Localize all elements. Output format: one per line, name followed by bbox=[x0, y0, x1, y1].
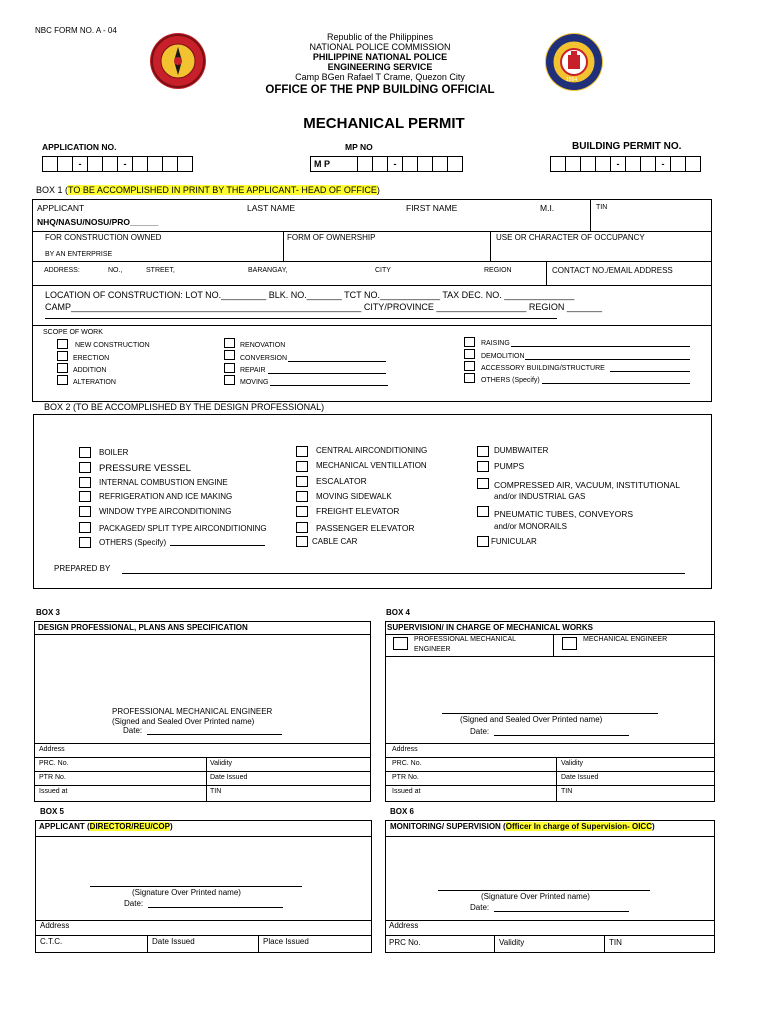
location-line[interactable]: LOCATION OF CONSTRUCTION: LOT NO._________ BLK. NO._______ TCT NO.____________ TAX DEC. NO. ______________ bbox=[45, 290, 575, 300]
city-label: CITY bbox=[375, 267, 391, 274]
last-name-label: LAST NAME bbox=[247, 203, 296, 213]
box4-date-issued-label: Date Issued bbox=[561, 774, 599, 781]
scope-conversion-label: CONVERSION bbox=[240, 355, 288, 362]
box3-header: DESIGN PROFESSIONAL, PLANS ANS SPECIFICATION bbox=[38, 623, 248, 632]
dumbwaiter-label: DUMBWAITER bbox=[494, 446, 549, 455]
page-title: MECHANICAL PERMIT bbox=[303, 115, 465, 132]
box6-validity-label: Validity bbox=[499, 938, 525, 947]
scope-of-work-label: SCOPE OF WORK bbox=[43, 329, 103, 336]
address-label: ADDRESS: bbox=[44, 267, 80, 274]
box4-validity-label: Validity bbox=[561, 760, 584, 767]
box6-date-line[interactable] bbox=[494, 911, 629, 912]
central-aircon-label: CENTRAL AIRCONDITIONING bbox=[316, 446, 428, 455]
scope-new-construction-label: NEW CONSTRUCTION bbox=[75, 342, 150, 349]
box6-tin-label: TIN bbox=[609, 938, 622, 947]
box6-frame bbox=[385, 820, 715, 953]
pnp-seal-logo bbox=[150, 33, 206, 89]
scope-repair-label: REPAIR bbox=[240, 367, 266, 374]
box5-address-label: Address bbox=[40, 921, 70, 930]
scope-repair-checkbox[interactable] bbox=[224, 363, 235, 373]
box3-tin-label: TIN bbox=[210, 788, 222, 795]
application-no-field[interactable]: - - bbox=[42, 156, 192, 172]
box5-label: BOX 5 bbox=[40, 807, 65, 816]
box2-others-checkbox[interactable] bbox=[79, 537, 91, 548]
address-no-label: NO., bbox=[108, 267, 123, 274]
window-aircon-label: WINDOW TYPE AIRCONDITIONING bbox=[99, 507, 232, 516]
region-label: REGION bbox=[484, 267, 512, 274]
prepared-by-line[interactable] bbox=[122, 573, 685, 574]
boiler-label: BOILER bbox=[99, 448, 129, 457]
box5-date-issued-label: Date Issued bbox=[152, 937, 195, 946]
professional-me-label-line1: PROFESSIONAL MECHANICAL bbox=[414, 636, 517, 643]
box3-date-label: Date: bbox=[123, 726, 143, 735]
box2-label: BOX 2 (TO BE ACCOMPLISHED BY THE DESIGN PROFESSIONAL) bbox=[44, 402, 325, 412]
building-permit-no-label: BUILDING PERMIT NO. bbox=[572, 141, 682, 152]
funicular-checkbox[interactable] bbox=[477, 536, 489, 547]
scope-renovation-checkbox[interactable] bbox=[224, 338, 235, 348]
scope-demolition-checkbox[interactable] bbox=[464, 349, 475, 359]
scope-conversion-checkbox[interactable] bbox=[224, 350, 235, 360]
contact-label: CONTACT NO./EMAIL ADDRESS bbox=[552, 266, 673, 275]
box3-validity-label: Validity bbox=[210, 760, 233, 767]
box5-ctc-label: C.T.C. bbox=[40, 937, 63, 946]
box3-label: BOX 3 bbox=[36, 608, 61, 617]
scope-moving-label: MOVING bbox=[240, 379, 269, 386]
moving-sidewalk-checkbox[interactable] bbox=[296, 491, 308, 502]
cable-car-checkbox[interactable] bbox=[296, 536, 308, 547]
freight-elevator-label: FREIGHT ELEVATOR bbox=[316, 506, 400, 516]
scope-others-label: OTHERS (Specify) bbox=[481, 377, 540, 384]
scope-addition-checkbox[interactable] bbox=[57, 363, 68, 373]
packaged-aircon-checkbox[interactable] bbox=[79, 522, 91, 533]
box6-prc-label: PRC No. bbox=[389, 938, 421, 947]
window-aircon-checkbox[interactable] bbox=[79, 506, 91, 517]
passenger-elevator-label: PASSENGER ELEVATOR bbox=[316, 523, 415, 533]
box3-issued-at-label: Issued at bbox=[39, 788, 68, 795]
pneumatic-tubes-checkbox[interactable] bbox=[477, 506, 489, 517]
compressed-air-checkbox[interactable] bbox=[477, 478, 489, 489]
box6-signature-line[interactable] bbox=[438, 890, 650, 891]
form-ownership-label: FORM OF OWNERSHIP bbox=[287, 233, 376, 242]
scope-alteration-checkbox[interactable] bbox=[57, 375, 68, 385]
mechanical-engineer-label: MECHANICAL ENGINEER bbox=[583, 636, 668, 643]
scope-demolition-label: DEMOLITION bbox=[481, 353, 525, 360]
mechanical-ventilation-checkbox[interactable] bbox=[296, 461, 308, 472]
funicular-label: FUNICULAR bbox=[491, 537, 537, 546]
box3-date-issued-label: Date Issued bbox=[210, 774, 248, 781]
pneumatic-tubes-label: PNEUMATIC TUBES, CONVEYORS bbox=[494, 509, 634, 519]
box3-sig-title: PROFESSIONAL MECHANICAL ENGINEER bbox=[112, 707, 273, 716]
scope-alteration-label: ALTERATION bbox=[73, 379, 116, 386]
refrigeration-checkbox[interactable] bbox=[79, 491, 91, 502]
scope-addition-label: ADDITION bbox=[73, 367, 107, 374]
mechanical-engineer-checkbox[interactable] bbox=[562, 637, 577, 650]
mi-label: M.I. bbox=[540, 203, 555, 213]
mp-no-label: MP NO bbox=[345, 142, 373, 152]
commission-line: NATIONAL POLICE COMMISSION bbox=[309, 42, 451, 52]
compressed-air-label: COMPRESSED AIR, VACUUM, INSTITUTIONAL bbox=[494, 480, 680, 490]
escalator-checkbox[interactable] bbox=[296, 476, 308, 487]
box3-address-label: Address bbox=[39, 746, 65, 753]
box3-ptr-label: PTR No. bbox=[39, 774, 66, 781]
scope-accessory-label: ACCESSORY BUILDING/STRUCTURE bbox=[481, 365, 605, 372]
street-label: STREET, bbox=[146, 267, 175, 274]
freight-elevator-checkbox[interactable] bbox=[296, 506, 308, 517]
box5-date-line[interactable] bbox=[148, 907, 283, 908]
combustion-engine-label: INTERNAL COMBUSTION ENGINE bbox=[99, 478, 228, 487]
scope-moving-checkbox[interactable] bbox=[224, 375, 235, 385]
pressure-vessel-checkbox[interactable] bbox=[79, 462, 91, 473]
box3-date-line[interactable] bbox=[147, 734, 282, 735]
moving-sidewalk-label: MOVING SIDEWALK bbox=[316, 492, 392, 501]
box3-prc-label: PRC. No. bbox=[39, 760, 69, 767]
box5-place-issued-label: Place Issued bbox=[263, 937, 309, 946]
seal-year: 1994 bbox=[566, 77, 578, 83]
camp-line: Camp BGen Rafael T Crame, Quezon City bbox=[295, 72, 465, 82]
box4-issued-at-label: Issued at bbox=[392, 788, 421, 795]
camp-line-field[interactable]: CAMP__________________________________________________________ CITY/PROVINCE __________________ REGION _______ bbox=[45, 302, 602, 312]
prepared-by-label: PREPARED BY bbox=[54, 564, 111, 573]
applicant-label: APPLICANT bbox=[37, 203, 85, 213]
office-title: OFFICE OF THE PNP BUILDING OFFICIAL bbox=[265, 84, 495, 96]
mechanical-ventilation-label: MECHANICAL VENTILLATION bbox=[316, 461, 427, 470]
box4-tin-label: TIN bbox=[561, 788, 573, 795]
use-occupancy-label: USE OR CHARACTER OF OCCUPANCY bbox=[496, 233, 645, 242]
scope-raising-checkbox[interactable] bbox=[464, 337, 475, 347]
dumbwaiter-checkbox[interactable] bbox=[477, 446, 489, 457]
pnp-line: PHILIPPINE NATIONAL POLICE bbox=[312, 52, 448, 62]
box2-frame bbox=[33, 414, 712, 589]
box5-date-label: Date: bbox=[124, 899, 144, 908]
building-permit-no-field[interactable]: - - bbox=[550, 156, 700, 172]
application-no-label: APPLICATION NO. bbox=[42, 142, 117, 152]
pnp-seal-icon bbox=[150, 33, 206, 89]
combustion-engine-checkbox[interactable] bbox=[79, 477, 91, 488]
professional-me-checkbox[interactable] bbox=[393, 637, 408, 650]
scope-erection-label: ERECTION bbox=[73, 355, 110, 362]
for-construction-label: FOR CONSTRUCTION OWNED bbox=[45, 233, 162, 242]
scope-new-construction-checkbox[interactable] bbox=[57, 339, 68, 349]
mp-no-field[interactable]: M P - bbox=[310, 156, 462, 172]
box3-sig-sub: (Signed and Sealed Over Printed name) bbox=[112, 717, 255, 726]
box2-others-label: OTHERS (Specify) bbox=[99, 538, 167, 547]
republic-line: Republic of the Philippines bbox=[326, 32, 434, 42]
scope-others-checkbox[interactable] bbox=[464, 373, 475, 383]
service-line: ENGINEERING SERVICE bbox=[327, 62, 433, 72]
box6-date-label: Date: bbox=[470, 903, 490, 912]
pressure-vessel-label: PRESSURE VESSEL bbox=[99, 463, 191, 474]
box6-sig-sub: (Signature Over Printed name) bbox=[481, 892, 590, 901]
box5-signature-line[interactable] bbox=[90, 886, 302, 887]
cable-car-label: CABLE CAR bbox=[312, 537, 358, 546]
box5-header: APPLICANT (DIRECTOR/REU/COP) bbox=[39, 822, 173, 831]
box4-label: BOX 4 bbox=[386, 608, 411, 617]
barangay-label: BARANGAY, bbox=[248, 267, 288, 274]
box5-sig-sub: (Signature Over Printed name) bbox=[132, 888, 241, 897]
form-number: NBC FORM NO. A - 04 bbox=[35, 26, 117, 35]
box4-date-label: Date: bbox=[470, 727, 490, 736]
pumps-checkbox[interactable] bbox=[477, 461, 489, 472]
passenger-elevator-checkbox[interactable] bbox=[296, 522, 308, 533]
box4-header: SUPERVISION/ IN CHARGE OF MECHANICAL WORKS bbox=[387, 623, 593, 632]
refrigeration-label: REFRIGERATION AND ICE MAKING bbox=[99, 492, 233, 501]
box4-sig-sub: (Signed and Sealed Over Printed name) bbox=[460, 715, 603, 724]
industrial-gas-label: and/or INDUSTRIAL GAS bbox=[494, 492, 586, 501]
scope-renovation-label: RENOVATION bbox=[240, 342, 286, 349]
applicant-units-field[interactable]: NHQ/NASU/NOSU/PRO______ bbox=[37, 217, 159, 227]
packaged-aircon-label: PACKAGED/ SPLIT TYPE AIRCONDITIONING bbox=[99, 524, 267, 533]
box4-signature-line[interactable] bbox=[442, 713, 658, 714]
box6-address-label: Address bbox=[389, 921, 419, 930]
box4-date-line[interactable] bbox=[494, 735, 629, 736]
scope-accessory-checkbox[interactable] bbox=[464, 361, 475, 371]
central-aircon-checkbox[interactable] bbox=[296, 446, 308, 457]
box1-label: BOX 1 (TO BE ACCOMPLISHED IN PRINT BY THE APPLICANT- HEAD OF OFFICE) bbox=[36, 185, 380, 195]
box4-ptr-label: PTR No. bbox=[392, 774, 419, 781]
escalator-label: ESCALATOR bbox=[316, 476, 367, 486]
box6-label: BOX 6 bbox=[390, 807, 415, 816]
box4-address-label: Address bbox=[392, 746, 418, 753]
first-name-label: FIRST NAME bbox=[406, 203, 458, 213]
scope-erection-checkbox[interactable] bbox=[57, 351, 68, 361]
scope-raising-label: RAISING bbox=[481, 340, 510, 347]
box4-prc-label: PRC. No. bbox=[392, 760, 422, 767]
tin-label: TIN bbox=[596, 204, 608, 211]
boiler-checkbox[interactable] bbox=[79, 447, 91, 458]
monorails-label: and/or MONORAILS bbox=[494, 522, 567, 531]
professional-me-label-line2: ENGINEER bbox=[414, 646, 451, 653]
by-enterprise-label: BY AN ENTERPRISE bbox=[45, 251, 113, 258]
box6-header: MONITORING/ SUPERVISION (Officer In charge of Supervision- OICC) bbox=[390, 822, 655, 831]
pumps-label: PUMPS bbox=[494, 461, 525, 471]
